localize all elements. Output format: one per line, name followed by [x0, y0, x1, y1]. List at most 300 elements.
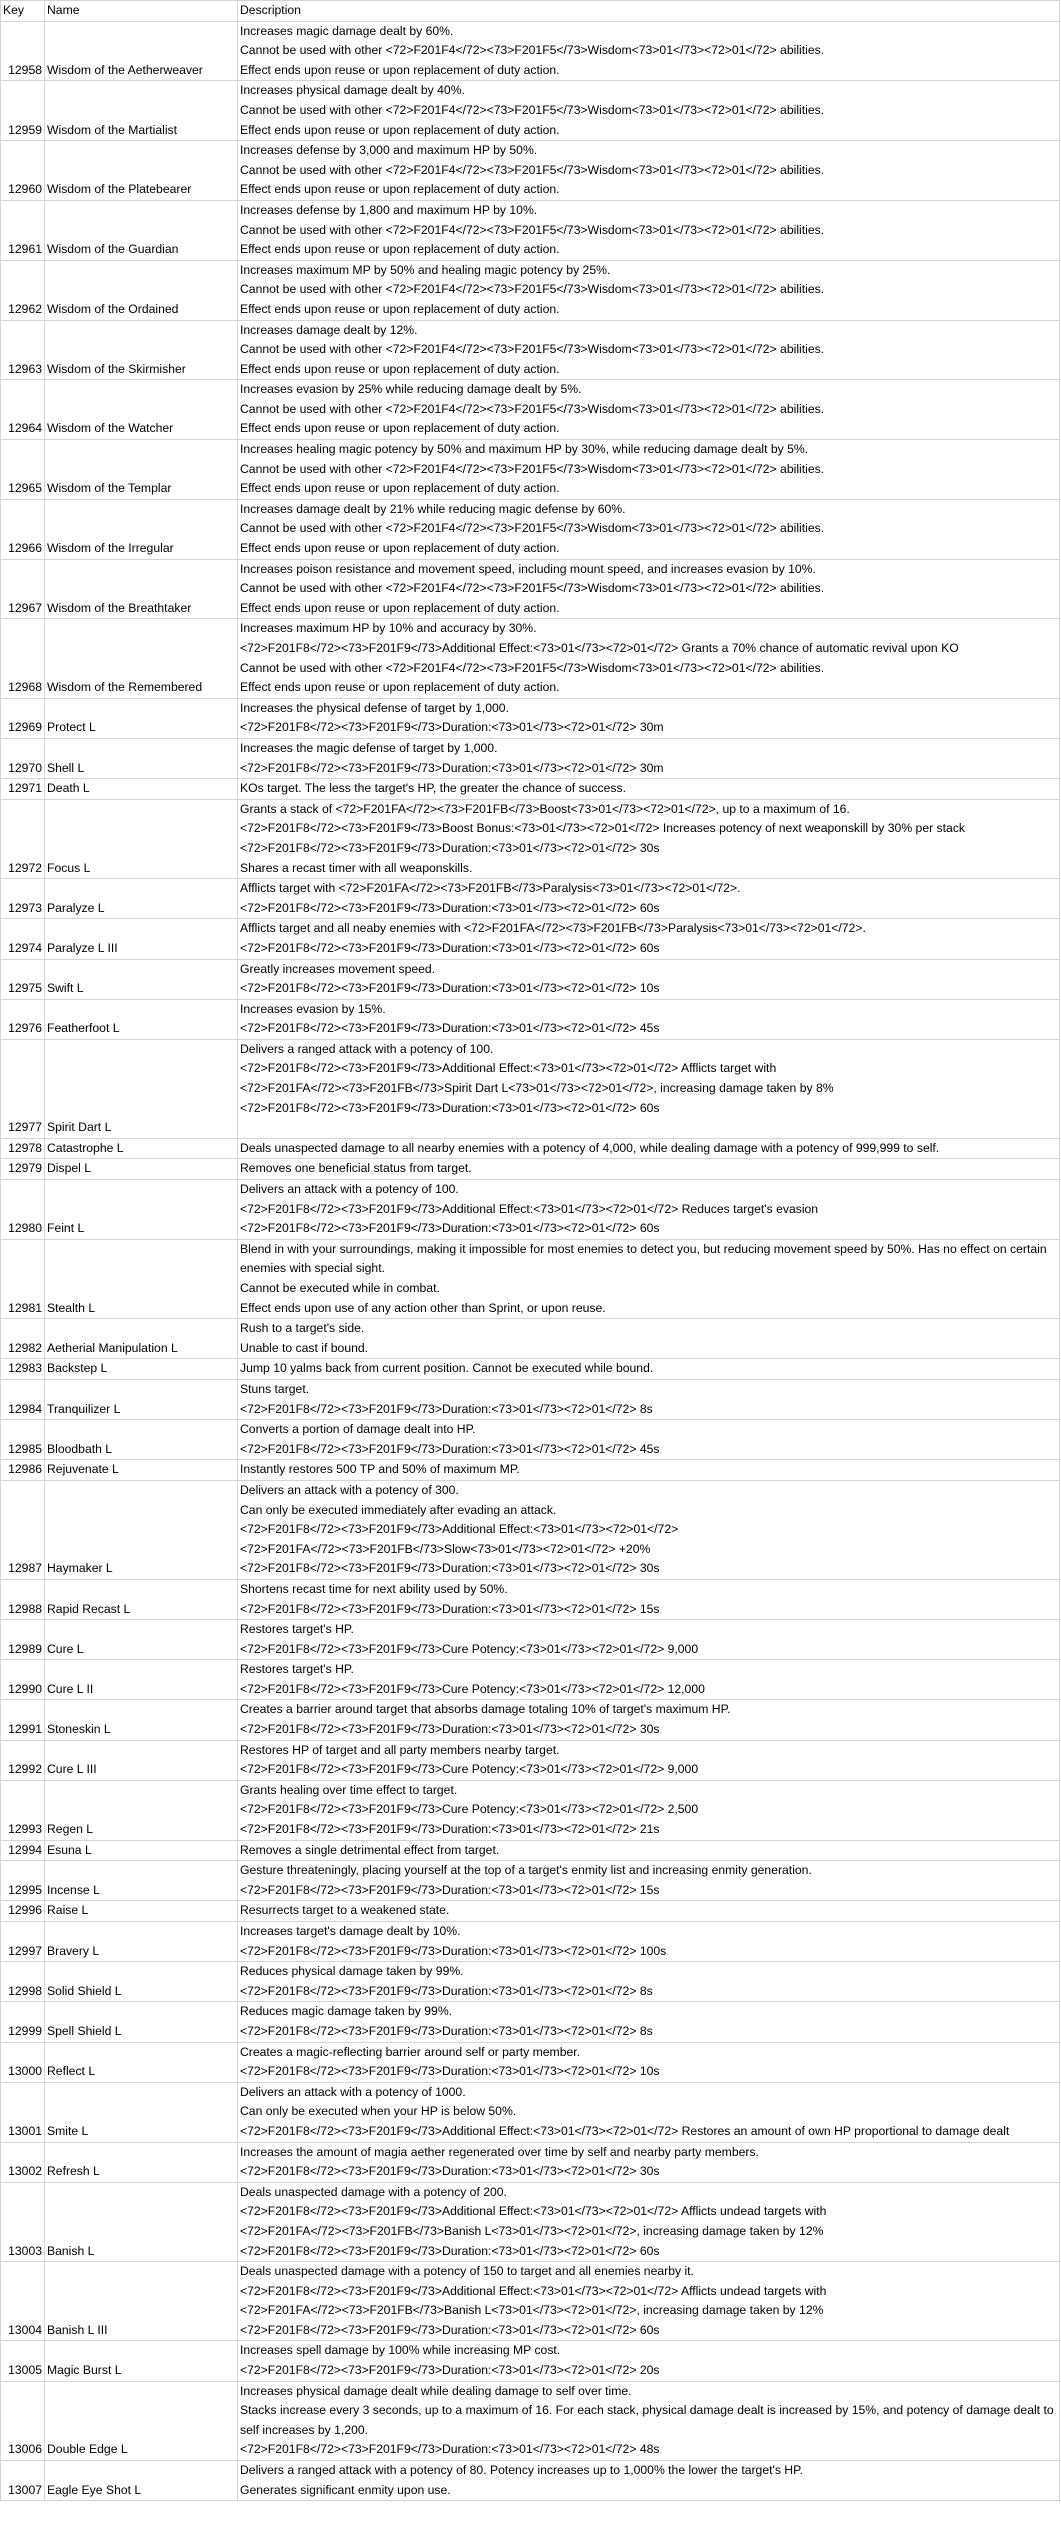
description-line: Effect ends upon reuse or upon replacement of duty action.: [240, 600, 560, 615]
name-cell[interactable]: Reflect L: [45, 2042, 238, 2082]
description-line: Instantly restores 500 TP and 50% of maximum MP.: [240, 1462, 520, 1477]
description-cell[interactable]: [238, 2262, 1060, 2341]
table-row: [1, 1579, 1060, 1619]
description-cell[interactable]: [238, 1861, 1060, 1901]
key-cell[interactable]: 12992: [1, 1740, 45, 1780]
name-cell[interactable]: Haymaker L: [45, 1480, 238, 1579]
table-row: [1, 1620, 1060, 1660]
table-row: [1, 1319, 1060, 1359]
description-line: Cannot be used with other <72>F201F4</72><73>F201F5</73>Wisdom<73>01</73><72>01</72> abilities.: [240, 581, 825, 596]
table-row: [1, 440, 1060, 500]
description-line: Stuns target.: [240, 1381, 310, 1396]
table-row: [1, 1922, 1060, 1962]
key-cell[interactable]: 12994: [1, 1840, 45, 1861]
name-cell[interactable]: Esuna L: [45, 1840, 238, 1861]
description-line: Creates a barrier around target that absorbs damage totaling 10% of target's maximum HP.: [240, 1702, 731, 1717]
table-row: [1, 2262, 1060, 2341]
description-line: Cannot be used with other <72>F201F4</72><73>F201F5</73>Wisdom<73>01</73><72>01</72> abilities.: [240, 102, 825, 117]
table-row: [1, 380, 1060, 440]
table-row: [1, 959, 1060, 999]
description-cell[interactable]: [238, 2381, 1060, 2460]
name-cell[interactable]: Wisdom of the Skirmisher: [45, 320, 238, 380]
description-line: <72>F201F8</72><73>F201F9</73>Duration:<73>01</73><72>01</72> 30s: [240, 1722, 660, 1737]
description-line: [240, 1118, 1057, 1138]
description-line: Jump 10 yalms back from current position. Cannot be executed while bound.: [240, 1361, 654, 1376]
name-cell[interactable]: Bloodbath L: [45, 1420, 238, 1460]
name-cell[interactable]: Swift L: [45, 959, 238, 999]
key-cell[interactable]: 12995: [1, 1861, 45, 1901]
description-cell[interactable]: [238, 619, 1060, 698]
key-cell[interactable]: 12960: [1, 141, 45, 201]
key-cell[interactable]: 12966: [1, 499, 45, 559]
name-cell[interactable]: Raise L: [45, 1901, 238, 1922]
name-cell[interactable]: Wisdom of the Templar: [45, 440, 238, 500]
table-row: [1, 1962, 1060, 2002]
name-cell[interactable]: Magic Burst L: [45, 2341, 238, 2381]
key-cell[interactable]: 12999: [1, 2002, 45, 2042]
key-cell[interactable]: 12987: [1, 1480, 45, 1579]
description-line: Cannot be used with other <72>F201F4</72><73>F201F5</73>Wisdom<73>01</73><72>01</72> abilities.: [240, 162, 825, 177]
description-cell[interactable]: [238, 2082, 1060, 2142]
description-line: Increases the magic defense of target by 1,000.: [240, 740, 498, 755]
description-line: Creates a magic-reflecting barrier around self or party member.: [240, 2044, 581, 2059]
description-line: Reduces physical damage taken by 99%.: [240, 1964, 464, 1979]
description-line: <72>F201F8</72><73>F201F9</73>Boost Bonus:<73>01</73><72>01</72> Increases potency of next weaponskill by 30% per stack: [240, 821, 966, 836]
key-cell[interactable]: 12977: [1, 1039, 45, 1138]
key-cell[interactable]: 12961: [1, 200, 45, 260]
description-line: Effect ends upon reuse or upon replacement of duty action.: [240, 541, 560, 556]
description-cell[interactable]: [238, 380, 1060, 440]
description-line: Effect ends upon reuse or upon replacement of duty action.: [240, 680, 560, 695]
key-cell[interactable]: 13007: [1, 2461, 45, 2501]
description-line: <72>F201F8</72><73>F201F9</73>Cure Potency:<73>01</73><72>01</72> 9,000: [240, 1762, 699, 1777]
table-row: [1, 81, 1060, 141]
description-line: <72>F201F8</72><73>F201F9</73>Duration:<73>01</73><72>01</72> 30s: [240, 2164, 660, 2179]
key-cell[interactable]: 12967: [1, 559, 45, 619]
key-cell[interactable]: 12971: [1, 779, 45, 800]
description-line: <72>F201F8</72><73>F201F9</73>Duration:<73>01</73><72>01</72> 8s: [240, 1983, 653, 1998]
key-cell[interactable]: 12993: [1, 1780, 45, 1840]
key-cell[interactable]: 12958: [1, 21, 45, 81]
description-line: Increases evasion by 25% while reducing damage dealt by 5%.: [240, 382, 582, 397]
description-line: <72>F201F8</72><73>F201F9</73>Duration:<73>01</73><72>01</72> 10s: [240, 2064, 660, 2079]
description-line: <72>F201FA</72><73>F201FB</73>Spirit Dart L<73>01</73><72>01</72>, increasing damage taken by 8%: [240, 1081, 834, 1096]
description-cell[interactable]: [238, 1962, 1060, 2002]
description-line: Deals unaspected damage to all nearby enemies with a potency of 4,000, while dealing damage with a potency of 999,999 to self.: [240, 1140, 940, 1155]
table-row: [1, 1039, 1060, 1138]
name-cell[interactable]: Double Edge L: [45, 2381, 238, 2460]
table-row: [1, 1359, 1060, 1380]
description-cell[interactable]: [238, 559, 1060, 619]
description-cell[interactable]: [238, 1660, 1060, 1700]
key-cell[interactable]: 12970: [1, 738, 45, 778]
description-cell[interactable]: [238, 1780, 1060, 1840]
description-line: <72>F201F8</72><73>F201F9</73>Duration:<73>01</73><72>01</72> 30s: [240, 840, 660, 855]
description-line: Increases magic damage dealt by 60%.: [240, 23, 454, 38]
description-line: <72>F201F8</72><73>F201F9</73>Duration:<73>01</73><72>01</72> 45s: [240, 1441, 660, 1456]
key-cell[interactable]: 12973: [1, 879, 45, 919]
name-cell[interactable]: Cure L: [45, 1620, 238, 1660]
description-line: Effect ends upon reuse or upon replacement of duty action.: [240, 301, 560, 316]
description-line: Grants a stack of <72>F201FA</72><73>F201FB</73>Boost<73>01</73><72>01</72>, up to a maximum of 16.: [240, 801, 850, 816]
name-cell[interactable]: Regen L: [45, 1780, 238, 1840]
name-cell[interactable]: Banish L: [45, 2182, 238, 2261]
description-cell[interactable]: [238, 1039, 1060, 1138]
description-line: Effect ends upon use of any action other than Sprint, or upon reuse.: [240, 1300, 606, 1315]
description-cell[interactable]: [238, 21, 1060, 81]
description-line: Increases the physical defense of target by 1,000.: [240, 700, 509, 715]
description-cell[interactable]: [238, 141, 1060, 201]
description-cell[interactable]: [238, 1239, 1060, 1318]
description-cell[interactable]: [238, 1359, 1060, 1380]
table-row: [1, 1660, 1060, 1700]
name-cell[interactable]: Incense L: [45, 1861, 238, 1901]
description-cell[interactable]: [238, 1159, 1060, 1180]
description-line: Unable to cast if bound.: [240, 1340, 369, 1355]
description-line: Afflicts target with <72>F201FA</72><73>F201FB</73>Paralysis<73>01</73><72>01</72>.: [240, 881, 741, 896]
description-line: Increases physical damage dealt while dealing damage to self over time.: [240, 2383, 632, 2398]
table-row: [1, 2082, 1060, 2142]
description-line: <72>F201F8</72><73>F201F9</73>Duration:<73>01</73><72>01</72> 60s: [240, 2322, 660, 2337]
description-line: <72>F201F8</72><73>F201F9</73>Duration:<73>01</73><72>01</72> 30m: [240, 760, 664, 775]
key-cell[interactable]: 13004: [1, 2262, 45, 2341]
name-cell[interactable]: Rapid Recast L: [45, 1579, 238, 1619]
table-row: [1, 879, 1060, 919]
header-row: [1, 1, 1060, 22]
name-cell[interactable]: Rejuvenate L: [45, 1460, 238, 1481]
name-cell[interactable]: Spell Shield L: [45, 2002, 238, 2042]
description-line: Effect ends upon reuse or upon replacement of duty action.: [240, 122, 560, 137]
description-cell[interactable]: [238, 999, 1060, 1039]
description-line: <72>F201F8</72><73>F201F9</73>Additional Effect:<73>01</73><72>01</72> Grants a 70% chance of automatic revival upon KO: [240, 641, 959, 655]
name-cell[interactable]: Wisdom of the Irregular: [45, 499, 238, 559]
key-cell[interactable]: 12969: [1, 698, 45, 738]
description-line: Cannot be used with other <72>F201F4</72><73>F201F5</73>Wisdom<73>01</73><72>01</72> abilities.: [240, 521, 825, 536]
description-line: <72>F201F8</72><73>F201F9</73>Duration:<73>01</73><72>01</72> 30s: [240, 1561, 660, 1576]
description-cell[interactable]: [238, 919, 1060, 959]
table-row: [1, 260, 1060, 320]
description-line: Increases healing magic potency by 50% and maximum HP by 30%, while reducing damage dealt by 5%.: [240, 442, 809, 457]
name-cell[interactable]: Wisdom of the Aetherweaver: [45, 21, 238, 81]
description-cell[interactable]: [238, 2461, 1060, 2501]
table-row: [1, 1239, 1060, 1318]
name-cell[interactable]: Wisdom of the Watcher: [45, 380, 238, 440]
table-row: [1, 1840, 1060, 1861]
name-cell[interactable]: Solid Shield L: [45, 1962, 238, 2002]
description-cell[interactable]: [238, 1579, 1060, 1619]
table-row: [1, 2182, 1060, 2261]
table-row: [1, 1460, 1060, 1481]
description-line: Blend in with your surroundings, making it impossible for most enemies to detect you, but reducing movement speed by 50%. Has no effect on certain enemies with special sight.: [240, 1241, 1047, 1276]
header-description[interactable]: Description: [238, 1, 1060, 22]
description-cell[interactable]: [238, 81, 1060, 141]
name-cell[interactable]: Aetherial Manipulation L: [45, 1319, 238, 1359]
description-line: Increases poison resistance and movement speed, including mount speed, and increases evasion by 10%.: [240, 561, 816, 576]
key-cell[interactable]: 12959: [1, 81, 45, 141]
description-line: <72>F201F8</72><73>F201F9</73>Cure Potency:<73>01</73><72>01</72> 2,500: [240, 1802, 699, 1817]
key-cell[interactable]: 12989: [1, 1620, 45, 1660]
description-line: Effect ends upon reuse or upon replacement of duty action.: [240, 242, 560, 257]
key-cell[interactable]: 13005: [1, 2341, 45, 2381]
description-line: <72>F201F8</72><73>F201F9</73>Duration:<73>01</73><72>01</72> 15s: [240, 1882, 660, 1897]
description-line: Increases defense by 1,800 and maximum HP by 10%.: [240, 202, 538, 217]
description-line: Cannot be used with other <72>F201F4</72><73>F201F5</73>Wisdom<73>01</73><72>01</72> abilities.: [240, 342, 825, 357]
description-line: Cannot be used with other <72>F201F4</72><73>F201F5</73>Wisdom<73>01</73><72>01</72> abilities.: [240, 461, 825, 476]
name-cell[interactable]: Banish L III: [45, 2262, 238, 2341]
key-cell[interactable]: 13003: [1, 2182, 45, 2261]
name-cell[interactable]: Dispel L: [45, 1159, 238, 1180]
description-line: <72>F201F8</72><73>F201F9</73>Duration:<73>01</73><72>01</72> 15s: [240, 1601, 660, 1616]
description-line: <72>F201F8</72><73>F201F9</73>Additional Effect:<73>01</73><72>01</72>: [240, 1522, 679, 1537]
key-cell[interactable]: 12982: [1, 1319, 45, 1359]
header-name[interactable]: Name: [45, 1, 238, 22]
header-key[interactable]: Key: [1, 1, 45, 22]
table-row: [1, 698, 1060, 738]
description-line: Restores target's HP.: [240, 1662, 354, 1677]
table-row: [1, 200, 1060, 260]
description-cell[interactable]: [238, 1700, 1060, 1740]
description-line: Converts a portion of damage dealt into HP.: [240, 1422, 476, 1437]
description-line: Delivers a ranged attack with a potency of 80. Potency increases up to 1,000% the lower the target's HP.: [240, 2463, 804, 2478]
description-cell[interactable]: [238, 1740, 1060, 1780]
table-row: [1, 1420, 1060, 1460]
name-cell[interactable]: Wisdom of the Platebearer: [45, 141, 238, 201]
name-cell[interactable]: Death L: [45, 779, 238, 800]
description-line: Generates significant enmity upon use.: [240, 2482, 451, 2497]
table-row: [1, 1379, 1060, 1419]
description-line: Effect ends upon reuse or upon replacement of duty action.: [240, 481, 560, 496]
key-cell[interactable]: 12983: [1, 1359, 45, 1380]
description-line: <72>F201F8</72><73>F201F9</73>Additional Effect:<73>01</73><72>01</72> Afflicts undead targets with: [240, 2204, 827, 2219]
description-cell[interactable]: [238, 1840, 1060, 1861]
name-cell[interactable]: Backstep L: [45, 1359, 238, 1380]
description-cell[interactable]: [238, 1922, 1060, 1962]
key-cell[interactable]: 12963: [1, 320, 45, 380]
description-line: Increases physical damage dealt by 40%.: [240, 83, 465, 98]
description-line: <72>F201FA</72><73>F201FB</73>Slow<73>01</73><72>01</72> +20%: [240, 1541, 651, 1556]
description-cell[interactable]: [238, 2142, 1060, 2182]
table-row: [1, 1138, 1060, 1159]
name-cell[interactable]: Tranquilizer L: [45, 1379, 238, 1419]
key-cell[interactable]: 12986: [1, 1460, 45, 1481]
description-line: <72>F201FA</72><73>F201FB</73>Banish L<73>01</73><72>01</72>, increasing damage taken by 12%: [240, 2303, 824, 2318]
table-row: [1, 2042, 1060, 2082]
description-line: Cannot be used with other <72>F201F4</72><73>F201F5</73>Wisdom<73>01</73><72>01</72> abilities.: [240, 401, 825, 416]
description-line: Afflicts target and all neaby enemies with <72>F201FA</72><73>F201FB</73>Paralysis<73>01</73><72>01</72>.: [240, 921, 866, 936]
table-row: [1, 799, 1060, 878]
name-cell[interactable]: Stoneskin L: [45, 1700, 238, 1740]
key-cell[interactable]: 13002: [1, 2142, 45, 2182]
description-cell[interactable]: [238, 1319, 1060, 1359]
description-cell[interactable]: [238, 320, 1060, 380]
key-cell[interactable]: 12998: [1, 1962, 45, 2002]
key-cell[interactable]: 12968: [1, 619, 45, 698]
description-cell[interactable]: [238, 2002, 1060, 2042]
description-cell[interactable]: [238, 799, 1060, 878]
key-cell[interactable]: 12996: [1, 1901, 45, 1922]
table-row: [1, 2341, 1060, 2381]
table-row: [1, 1861, 1060, 1901]
key-cell[interactable]: 13001: [1, 2082, 45, 2142]
name-cell[interactable]: Bravery L: [45, 1922, 238, 1962]
description-line: Effect ends upon reuse or upon replacement of duty action.: [240, 361, 560, 376]
description-line: Increases evasion by 15%.: [240, 1001, 386, 1016]
description-line: <72>F201F8</72><73>F201F9</73>Duration:<73>01</73><72>01</72> 48s: [240, 2442, 660, 2457]
description-line: KOs target. The less the target's HP, the greater the chance of success.: [240, 781, 626, 796]
key-cell[interactable]: 12962: [1, 260, 45, 320]
description-line: <72>F201F8</72><73>F201F9</73>Duration:<73>01</73><72>01</72> 10s: [240, 981, 660, 996]
description-cell[interactable]: [238, 200, 1060, 260]
description-line: <72>F201F8</72><73>F201F9</73>Duration:<73>01</73><72>01</72> 21s: [240, 1822, 660, 1837]
description-line: Stacks increase every 3 seconds, up to a maximum of 16. For each stack, physical damage dealt is increased by 15%, and potency of damage dealt to self increases by 1,200.: [240, 2403, 1054, 2437]
name-cell[interactable]: Wisdom of the Guardian: [45, 200, 238, 260]
name-cell[interactable]: Catastrophe L: [45, 1138, 238, 1159]
description-line: Can only be executed immediately after evading an attack.: [240, 1502, 557, 1517]
description-line: <72>F201FA</72><73>F201FB</73>Banish L<73>01</73><72>01</72>, increasing damage taken by 12%: [240, 2223, 824, 2238]
name-cell[interactable]: Cure L III: [45, 1740, 238, 1780]
key-cell[interactable]: 12978: [1, 1138, 45, 1159]
table-row: [1, 1901, 1060, 1922]
description-line: Restores HP of target and all party members nearby target.: [240, 1742, 560, 1757]
description-cell[interactable]: [238, 2182, 1060, 2261]
description-cell[interactable]: [238, 1379, 1060, 1419]
description-line: Effect ends upon reuse or upon replacement of duty action.: [240, 182, 560, 197]
name-cell[interactable]: Wisdom of the Remembered: [45, 619, 238, 698]
key-cell[interactable]: 12972: [1, 799, 45, 878]
name-cell[interactable]: Shell L: [45, 738, 238, 778]
key-cell[interactable]: 12991: [1, 1700, 45, 1740]
description-line: Delivers an attack with a potency of 1000.: [240, 2084, 466, 2099]
description-line: Delivers a ranged attack with a potency of 100.: [240, 1041, 494, 1056]
description-line: <72>F201F8</72><73>F201F9</73>Duration:<73>01</73><72>01</72> 8s: [240, 2023, 653, 2038]
description-line: Increases target's damage dealt by 10%.: [240, 1924, 461, 1938]
description-cell[interactable]: [238, 879, 1060, 919]
description-line: Effect ends upon reuse or upon replacement of duty action.: [240, 62, 560, 77]
description-line: Delivers an attack with a potency of 300.: [240, 1482, 459, 1497]
description-line: <72>F201F8</72><73>F201F9</73>Additional Effect:<73>01</73><72>01</72> Afflicts target with: [240, 1061, 777, 1076]
name-cell[interactable]: Protect L: [45, 698, 238, 738]
description-line: Greatly increases movement speed.: [240, 961, 436, 976]
name-cell[interactable]: Refresh L: [45, 2142, 238, 2182]
table-row: [1, 320, 1060, 380]
description-line: Resurrects target to a weakened state.: [240, 1903, 450, 1918]
key-cell[interactable]: 12981: [1, 1239, 45, 1318]
key-cell[interactable]: 12985: [1, 1420, 45, 1460]
name-cell[interactable]: Paralyze L: [45, 879, 238, 919]
table-row: [1, 1700, 1060, 1740]
description-line: Restores target's HP.: [240, 1622, 354, 1637]
table-row: [1, 1740, 1060, 1780]
description-line: Cannot be used with other <72>F201F4</72><73>F201F5</73>Wisdom<73>01</73><72>01</72> abilities.: [240, 43, 825, 58]
description-line: Effect ends upon reuse or upon replacement of duty action.: [240, 421, 560, 436]
description-line: <72>F201F8</72><73>F201F9</73>Additional Effect:<73>01</73><72>01</72> Restores an amount of own HP proportional to damage dealt: [240, 2123, 1010, 2138]
key-cell[interactable]: 13000: [1, 2042, 45, 2082]
description-cell[interactable]: [238, 1620, 1060, 1660]
key-cell[interactable]: 12990: [1, 1660, 45, 1700]
description-cell[interactable]: [238, 2042, 1060, 2082]
description-line: Increases maximum HP by 10% and accuracy by 30%.: [240, 621, 537, 636]
key-cell[interactable]: 12975: [1, 959, 45, 999]
key-cell[interactable]: 12965: [1, 440, 45, 500]
description-cell[interactable]: [238, 698, 1060, 738]
description-line: <72>F201F8</72><73>F201F9</73>Duration:<73>01</73><72>01</72> 20s: [240, 2363, 660, 2378]
description-cell[interactable]: [238, 959, 1060, 999]
key-cell[interactable]: 13006: [1, 2381, 45, 2460]
description-line: <72>F201F8</72><73>F201F9</73>Duration:<73>01</73><72>01</72> 60s: [240, 1100, 660, 1115]
key-cell[interactable]: 12976: [1, 999, 45, 1039]
key-cell[interactable]: 12984: [1, 1379, 45, 1419]
description-line: <72>F201F8</72><73>F201F9</73>Additional Effect:<73>01</73><72>01</72> Afflicts undead targets with: [240, 2283, 827, 2298]
description-cell[interactable]: [238, 2341, 1060, 2381]
name-cell[interactable]: Stealth L: [45, 1239, 238, 1318]
key-cell[interactable]: 12974: [1, 919, 45, 959]
description-line: Cannot be used with other <72>F201F4</72><73>F201F5</73>Wisdom<73>01</73><72>01</72> abilities.: [240, 282, 825, 297]
description-line: Removes one beneficial status from target.: [240, 1161, 472, 1176]
name-cell[interactable]: Eagle Eye Shot L: [45, 2461, 238, 2501]
table-row: [1, 779, 1060, 800]
description-cell[interactable]: [238, 1460, 1060, 1481]
name-cell[interactable]: Wisdom of the Ordained: [45, 260, 238, 320]
table-row: [1, 999, 1060, 1039]
description-line: <72>F201F8</72><73>F201F9</73>Cure Potency:<73>01</73><72>01</72> 9,000: [240, 1641, 699, 1656]
name-cell[interactable]: Cure L II: [45, 1660, 238, 1700]
description-line: Delivers an attack with a potency of 100.: [240, 1182, 459, 1197]
name-cell[interactable]: Wisdom of the Breathtaker: [45, 559, 238, 619]
name-cell[interactable]: Featherfoot L: [45, 999, 238, 1039]
description-cell[interactable]: [238, 499, 1060, 559]
name-cell[interactable]: Feint L: [45, 1180, 238, 1240]
description-cell[interactable]: [238, 738, 1060, 778]
key-cell[interactable]: 12988: [1, 1579, 45, 1619]
description-line: Increases spell damage by 100% while increasing MP cost.: [240, 2343, 561, 2358]
table-row: [1, 619, 1060, 698]
description-line: Shares a recast timer with all weaponskills.: [240, 860, 473, 875]
description-cell[interactable]: [238, 779, 1060, 800]
description-cell[interactable]: [238, 260, 1060, 320]
key-cell[interactable]: 12964: [1, 380, 45, 440]
table-row: [1, 2002, 1060, 2042]
description-line: Increases maximum MP by 50% and healing magic potency by 25%.: [240, 262, 611, 277]
name-cell[interactable]: Focus L: [45, 799, 238, 878]
table-row: [1, 1780, 1060, 1840]
name-cell[interactable]: Wisdom of the Martialist: [45, 81, 238, 141]
description-line: <72>F201F8</72><73>F201F9</73>Duration:<73>01</73><72>01</72> 60s: [240, 1221, 660, 1236]
name-cell[interactable]: Spirit Dart L: [45, 1039, 238, 1138]
description-cell[interactable]: [238, 1180, 1060, 1240]
key-cell[interactable]: 12980: [1, 1180, 45, 1240]
name-cell[interactable]: Paralyze L III: [45, 919, 238, 959]
name-cell[interactable]: Smite L: [45, 2082, 238, 2142]
description-line: Increases the amount of magia aether regenerated over time by self and nearby party members.: [240, 2144, 759, 2159]
table-row: [1, 738, 1060, 778]
description-line: <72>F201F8</72><73>F201F9</73>Duration:<73>01</73><72>01</72> 100s: [240, 1943, 667, 1958]
table-row: [1, 2142, 1060, 2182]
table-row: [1, 141, 1060, 201]
description-line: <72>F201F8</72><73>F201F9</73>Cure Potency:<73>01</73><72>01</72> 12,000: [240, 1681, 705, 1696]
table-row: [1, 1180, 1060, 1240]
table-row: [1, 21, 1060, 81]
description-line: Can only be executed when your HP is below 50%.: [240, 2104, 517, 2119]
description-cell[interactable]: [238, 1420, 1060, 1460]
key-cell[interactable]: 12997: [1, 1922, 45, 1962]
key-cell[interactable]: 12979: [1, 1159, 45, 1180]
description-line: Cannot be used with other <72>F201F4</72><73>F201F5</73>Wisdom<73>01</73><72>01</72> abilities.: [240, 222, 825, 237]
description-cell[interactable]: [238, 1480, 1060, 1579]
description-line: Shortens recast time for next ability used by 50%.: [240, 1581, 508, 1596]
description-cell[interactable]: [238, 1138, 1060, 1159]
description-cell[interactable]: [238, 1901, 1060, 1922]
description-cell[interactable]: [238, 440, 1060, 500]
